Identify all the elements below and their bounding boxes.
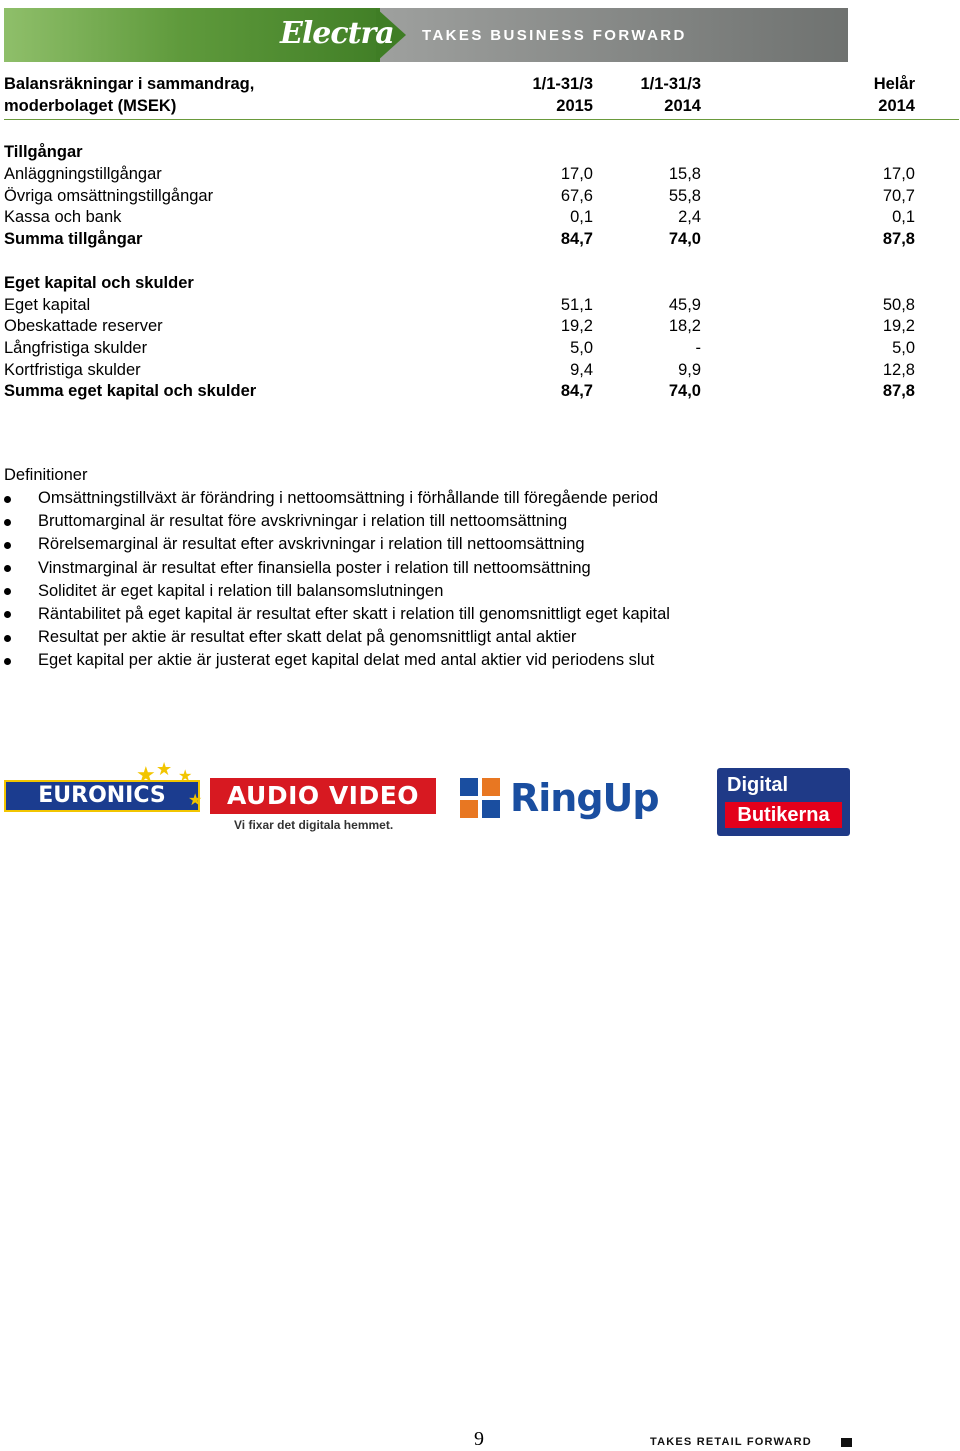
row-label: Kassa och bank [4, 208, 122, 227]
digital-butikerna-logo [717, 768, 850, 836]
definition-text: Omsättningstillväxt är förändring i nettoomsättning i förhållande till föregående period [38, 489, 659, 507]
table-header-row-2 [4, 96, 959, 118]
total-value: 74,0 [668, 382, 701, 401]
definition-text: Räntabilitet på eget kapital är resultat efter skatt i relation till genomsnittligt eget kapital [38, 604, 670, 623]
electra-logo: Electra [280, 16, 394, 51]
list-item [4, 557, 670, 580]
row-value: - [695, 338, 701, 357]
row-label: Långfristiga skulder [4, 338, 148, 357]
footer-logo-mark [841, 1438, 852, 1447]
list-item [4, 626, 670, 649]
row-value: 5,0 [570, 338, 593, 357]
liabilities-heading: Eget kapital och skulder [4, 273, 194, 292]
table-row [4, 207, 959, 229]
col-2-header-year: 2014 [664, 96, 701, 115]
row-label: Obeskattade reserver [4, 317, 163, 336]
definition-text: Eget kapital per aktie är justerat eget kapital delat med antal aktier vid periodens slut [38, 651, 655, 670]
bullet-icon [4, 611, 11, 618]
row-value: 18,2 [668, 317, 701, 336]
list-item [4, 649, 670, 672]
table-title-line-2: moderbolaget (MSEK) [4, 96, 177, 115]
balance-sheet-table [4, 74, 959, 403]
bullet-icon [4, 658, 11, 665]
phone-icon [460, 778, 478, 796]
col-2-header-period: 1/1-31/3 [640, 75, 701, 93]
section-heading [4, 142, 959, 164]
row-value: 0,1 [892, 208, 915, 227]
row-label: Anläggningstillgångar [4, 165, 162, 184]
total-value: 84,7 [560, 382, 593, 401]
row-value: 9,9 [678, 360, 701, 379]
euronics-logo [4, 759, 204, 816]
row-value: 9,4 [570, 360, 593, 379]
definition-text: Vinstmarginal är resultat efter finansiella poster i relation till nettoomsättning [38, 558, 591, 577]
star-icon: ★ [188, 792, 203, 809]
audio-video-slogan: Vi fixar det digitala hemmet. [234, 818, 394, 832]
star-icon: ★ [136, 762, 156, 787]
row-value: 67,6 [560, 186, 593, 205]
definition-text: Soliditet är eget kapital i relation till balansomslutningen [38, 581, 444, 600]
row-value: 15,8 [668, 165, 701, 184]
row-value: 19,2 [882, 317, 915, 336]
bullet-icon [4, 519, 11, 526]
banner-tagline: TAKES BUSINESS FORWARD [422, 27, 687, 44]
list-item [4, 533, 670, 556]
total-value: 87,8 [882, 382, 915, 401]
bullet-icon [4, 635, 11, 642]
table-header-row-1 [4, 74, 959, 96]
bullet-icon [4, 565, 11, 572]
col-3-header-period: Helår [873, 75, 915, 93]
total-label: Summa tillgångar [4, 230, 143, 249]
definition-text: Bruttomarginal är resultat före avskrivningar i relation till nettoomsättning [38, 512, 568, 531]
col-3-header-year: 2014 [878, 96, 915, 115]
bullet-icon [4, 496, 11, 503]
definitions-title: Definitioner [4, 466, 88, 484]
phone-icon [482, 778, 500, 796]
col-1-header-period: 1/1-31/3 [532, 75, 593, 93]
page-number: 9 [474, 1428, 484, 1450]
total-value: 74,0 [668, 230, 701, 249]
table-row [4, 295, 959, 317]
list-item [4, 510, 670, 533]
list-item [4, 580, 670, 603]
row-value: 51,1 [560, 295, 593, 314]
definition-text: Rörelsemarginal är resultat efter avskrivningar i relation till nettoomsättning [38, 535, 585, 554]
butikerna-wordmark: Butikerna [725, 802, 842, 828]
row-value: 17,0 [560, 165, 593, 184]
row-value: 12,8 [882, 360, 915, 379]
star-icon: ★ [156, 759, 173, 779]
table-row [4, 360, 959, 382]
footer-tagline: TAKES RETAIL FORWARD [650, 1436, 812, 1448]
total-row [4, 229, 959, 251]
audio-video-logo: AUDIO VIDEO [210, 778, 436, 814]
row-value: 19,2 [560, 317, 593, 336]
bullet-icon [4, 588, 11, 595]
person-icon [482, 800, 500, 818]
ringup-logo [460, 774, 682, 824]
col-1-header-year: 2015 [556, 96, 593, 115]
total-label: Summa eget kapital och skulder [4, 382, 257, 401]
row-value: 17,0 [882, 165, 915, 184]
row-value: 50,8 [882, 295, 915, 314]
total-value: 87,8 [882, 230, 915, 249]
total-row [4, 381, 959, 403]
definitions-section [4, 464, 670, 673]
row-value: 70,7 [882, 186, 915, 205]
total-value: 84,7 [560, 230, 593, 249]
row-value: 5,0 [892, 338, 915, 357]
row-value: 55,8 [668, 186, 701, 205]
table-row [4, 186, 959, 208]
table-row [4, 164, 959, 186]
row-label: Övriga omsättningstillgångar [4, 186, 214, 205]
list-item [4, 487, 670, 510]
row-label: Kortfristiga skulder [4, 360, 141, 379]
table-title-line-1: Balansräkningar i sammandrag, [4, 75, 255, 93]
row-value: 0,1 [570, 208, 593, 227]
row-value: 45,9 [668, 295, 701, 314]
euronics-wordmark: EURONICS [4, 780, 200, 812]
header-banner [4, 8, 848, 62]
row-value: 2,4 [678, 208, 701, 227]
star-icon: ★ [178, 768, 193, 785]
brand-logos [0, 752, 960, 842]
definitions-list [4, 487, 670, 673]
table-row [4, 316, 959, 338]
ringup-icon-grid [460, 778, 504, 818]
table-row [4, 338, 959, 360]
definition-text: Resultat per aktie är resultat efter skatt delat på genomsnittligt antal aktier [38, 628, 577, 647]
phone-icon [460, 800, 478, 818]
row-label: Eget kapital [4, 295, 91, 314]
digital-wordmark: Digital [727, 774, 789, 796]
assets-heading: Tillgångar [4, 143, 83, 162]
ringup-wordmark: RingUp [510, 776, 659, 820]
bullet-icon [4, 542, 11, 549]
section-heading [4, 273, 959, 295]
list-item [4, 603, 670, 626]
